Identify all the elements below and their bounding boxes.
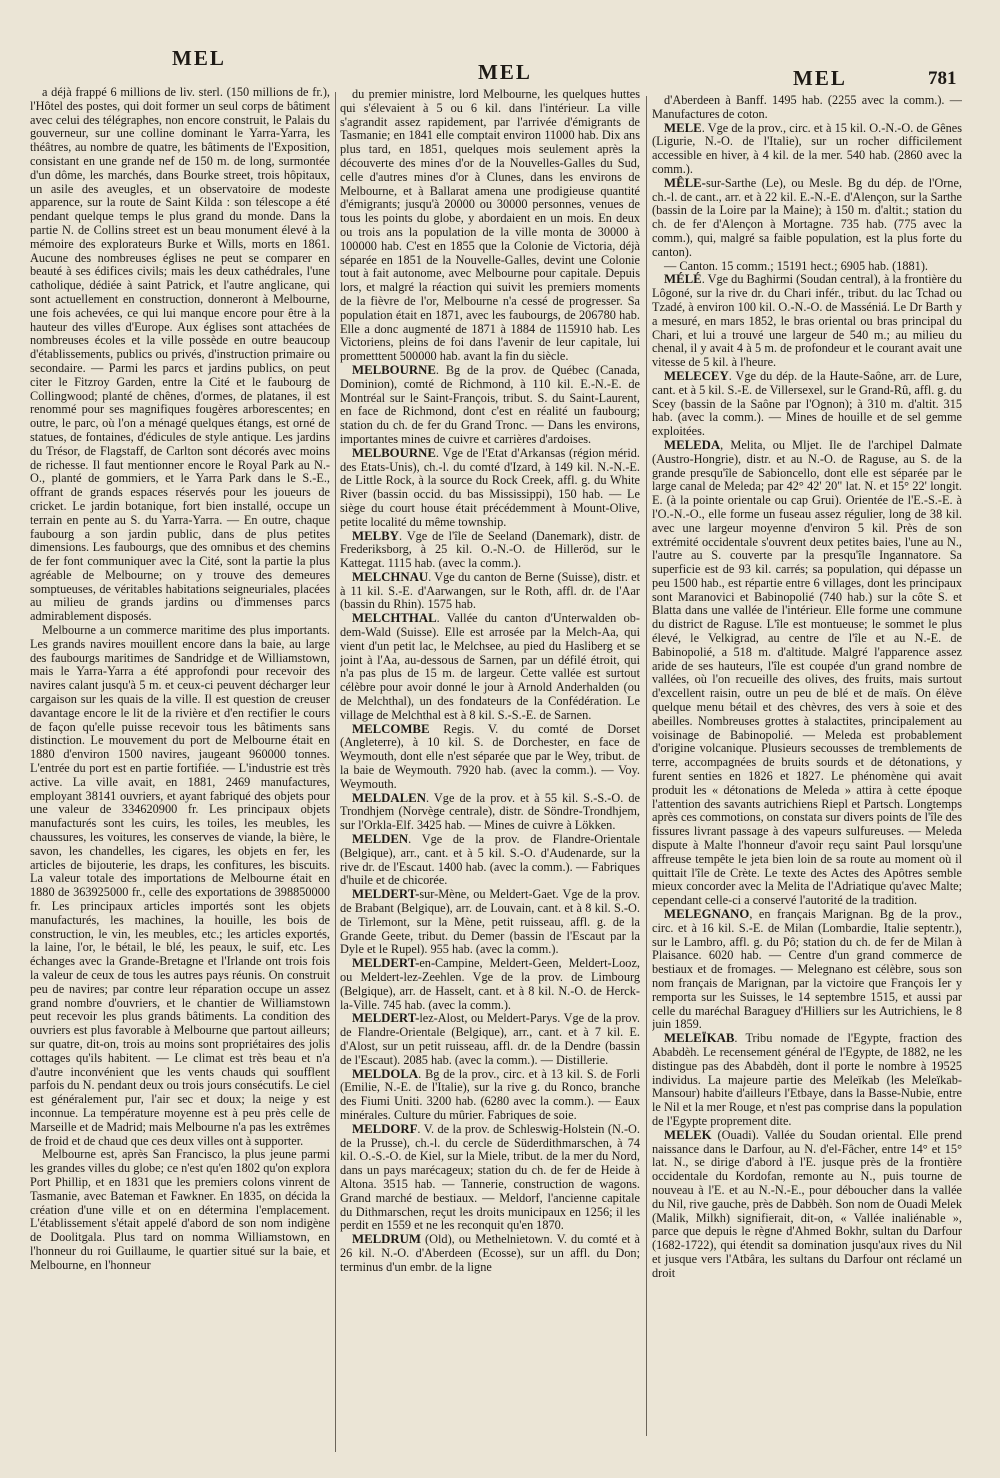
entry-headword: MELCOMBE — [352, 721, 430, 736]
entry-headword: MELCHNAU — [352, 569, 429, 584]
paragraph: du premier ministre, lord Melbourne, les quelques huttes qui s'élevaient à 5 ou 6 kil. dans l'intérieur. La ville s'agrandit assez rapidement, par l'arrivée d'émigrants de Tasmanie; en 1841 elle comptait environ 11000 hab. Dix ans plus tard, en 1851, quelques mois seulement après la découverte des mines d'or de la Nouvelles-Galles du Sud, celle d'autres mines d'or à Clunes, dans les environs de Melbourne, et à Ballarat amena une prodigieuse quantité d'émigrants; jusqu'à 20000 ou 30000 personnes, venues de tous les points du globe, y abordaient en un mois. En deux ou trois ans la population de la ville monta de 30000 à 100000 hab. C'est en 1855 que la Colonie de Victoria, déjà séparée en 1851 de la Nouvelle-Galles, devint une Colonie tout à fait autonome, avec Melbourne pour capitale. Depuis lors, et malgré la réaction qui suivit les premiers moments de la fièvre de l'or, Melbourne n'a cessé de progresser. Sa population était en 1871, avec les faubourgs, de 206780 hab. Elle a donc augmenté de 1871 à 1884 de 115910 hab. Les Victoriens, pleins de foi dans l'avenir de leur capitale, lui prometttent 500000 hab. avant la fin du siècle. — [340, 88, 640, 364]
entry-headword: MELEDA — [664, 437, 721, 452]
paragraph — [340, 1123, 640, 1233]
paragraph: Melbourne est, après San Francisco, la plus jeune parmi les grandes villes du globe; ce n'est qu'en 1802 qu'on explora Port Phillip, et en 1831 que les premiers colons vinrent de Tasmanie, avec Bateman et Fawkner. En 1835, on décida la création d'une ville et on en détermina l'emplacement. L'établissement s'était appelé d'abord de son nom indigène de Doolitgala. Plus tard on nomma Williamstown, en l'honneur du roi Guillaume, le quartier situé sur la baie, et Melbourne, en l'honneur — [30, 1147, 330, 1272]
entry-text: . Vge de la prov. de Flandre-Orientale (Belgique), arr., cant. et à 5 kil. S.-O. d'Audenarde, sur la rive dr. de l'Escaut. 1400 hab. (avec la comm.). — Fabriques d'huile et de chicorée. — [340, 832, 640, 888]
paragraph: d'Aberdeen à Banff. 1495 hab. (2255 avec la comm.). — Manufactures de coton. — [652, 94, 962, 121]
paragraph: a déjà frappé 6 millions de liv. sterl. (150 millions de fr.), l'Hôtel des postes, qui doit former un seul corps de bâtiment avec celui des télégraphes, non encore construit, le Palais du gouverneur, sur une colline dominant le Yarra-Yarra, les théâtres, au nombre de quatre, les bâtiments de l'Exposition, consistant en une grande nef de 150 m. de long, surmontée d'un dôme, les marchés, dans Bourke street, trois hôpitaux, un asile des aveugles, et un observatoire de modeste apparence, sur la route de Saint Kilda : son télescope a été pendant quelque temps le plus grand du monde. Dans la partie N. de Collins street est un beau monument élevé à la mémoire des explorateurs Burke et Wills, morts en 1861. Aucune des nombreuses églises ne peut se comparer en beauté à ses édifices civils; mais les deux cathédrales, l'une catholique, dédiée à saint Patrick, et l'autre anglicane, qui sont actuellement en construction, donneront à Melbourne, une fois achevées, ce qui lui manque encore pour être à la hauteur des villes d'Europe. Aux églises sont attachées de nombreuses écoles et la ville possède en outre beaucoup d'établissements, publics ou privés, d'instruction primaire ou secondaire. — Parmi les parcs et jardins publics, on peut citer le Fitzroy Garden, entre la Cité et le faubourg de Collingwood; planté de chênes, d'ormes, de platanes, il est renommé pour ses magnifiques fougères arborescentes; en outre, le parc, où l'on a ménagé quelques étangs, est orné de statues, de fontaines, d'édicules de style antique. Les jardins du Trésor, de Flagstaff, de Carlton sont décorés avec moins de richesse. Il faut mentionner encore le Royal Park au N.-O., planté de gommiers, et le Yarra Park dans le S.-E., offrant de grands espaces réservés pour les joueurs de cricket. Le jardin botanique, fort bien installé, occupe un terrain en pente au S. du Yarra-Yarra. — En outre, chaque faubourg a son jardin public, dans de plus petites dimensions. Les faubourgs, que des omnibus et des chemins de fer font communiquer avec la Cité, sont la partie la plus agréable de Melbourne; on y trouve des demeures somptueuses, de véritables habitations seigneuriales, placées au milieu de grands jardins ou d'immenses parcs admirablement disposés. — [30, 86, 330, 624]
running-head-left: MEL — [172, 46, 226, 70]
paragraph — [340, 1012, 640, 1067]
paragraph: Melbourne a un commerce maritime des plus importants. Les grands navires mouillent encore dans la baie, au large des faubourgs maritimes de Sandridge et de Williamstown, mais le Yarra-Yarra a été approfondi pour recevoir des navires calant jusqu'à 5 m. et ceux-ci peuvent décharger leur cargaison sur les quais de la ville. Il est question de creuser davantage encore le lit de la rivière et d'en rectifier le cours de façon qu'elle puisse recevoir tous les bâtiments sans distinction. Le mouvement du port de Melbourne était en 1880 d'environ 1500 navires, jaugeant 960000 tonnes. L'entrée du port est en partie fortifiée. — L'industrie est très active. La ville avait, en 1881, 2469 manufactures, employant 38141 ouvriers, et ayant fabriqué des objets pour une valeur de 334620900 fr. Les principaux objets manufacturés sont les cuirs, les toiles, les meubles, les chaussures, les voitures, les conserves de viande, la bière, le savon, les chandelles, les cigares, les objets en fer, les articles de bijouterie, les draps, les confitures, les biscuits. La valeur totale des importations de Melbourne était en 1880 de 363925000 fr., celle des exportations de 398850000 fr. Les principaux articles importés sont les objets manufacturés, les machines, la houille, les bois de construction, le vin, les meubles, etc.; les articles exportés, la laine, l'or, le bétail, le blé, les peaux, le suif, etc. Les échanges avec la Grande-Bretagne et l'Irlande ont trois fois la valeur de ceux de tous les autres pays réunis. On construit peu de navires; par contre leur réparation occupe un assez grand nombre d'ouvriers, et le chantier de Williamstown peut recevoir les plus grands bâtiments. La condition des ouvriers est plus favorable à Melbourne que partout ailleurs; sur quatre, dit-on, trois au moins sont propriétaires des jolis cottages qu'ils habitent. — Le climat est très beau et n'a d'autre inconvénient que les vents chauds qui soufflent parfois du N. pendant deux ou trois jours consécutifs. Le ciel est généralement pur, l'air sec et doux; la neige y est inconnue. La température moyenne est à peu près celle de Marseille et de Madrid; mais Melbourne n'a pas les extrêmes de froid et de chaud que ces deux villes ont à supporter. — [30, 623, 330, 1148]
entry-text: . Vge de l'île de Seeland (Danemark), distr. de Frederiksborg, à 25 kil. O.-N.-O. de Hilleröd, sur le Kattegat. 1115 hab. (avec la comm.). — [340, 528, 640, 571]
paragraph — [340, 364, 640, 447]
paragraph — [652, 122, 962, 177]
entry-headword: MELCHTHAL — [352, 611, 437, 626]
entry-text: . Vge de la prov., circ. et à 15 kil. O.-N.-O. de Gênes (Ligurie, N.-O. de l'Italie), sur un rocher difficilement accessible en hiver, à 4 kil. de la mer. 540 hab. (2860 avec la comm.). — [652, 120, 962, 176]
paragraph — [652, 177, 962, 260]
entry-text: . Vge du canton de Berne (Suisse), distr. et à 11 kil. S.-E. d'Aarwangen, sur le Roth, affl. dr. de l'Aar (bassin du Rhin). 1575 hab. — [340, 569, 640, 612]
entry-text: en-Campine, Meldert-Geen, Meldert-Looz, ou Meldert-lez-Zeehlen. Vge de la prov. de Limbourg (Belgique), arr. de Hasselt, cant. et à 8 kil. N.-O. de Herck-la-Ville. 745 hab. (avec la comm.). — [340, 956, 640, 1012]
entry-text: . Vge du dép. de la Haute-Saône, arr. de Lure, cant. et à 5 kil. S.-E. de Villersexel, sur le Grand-Rû, affl. g. du Scey (bassin de la Saône par l'Ognon); à 310 m. d'altit. 315 hab. (avec la comm.). — Mines de houille et de sel gemme exploitées. — [652, 368, 962, 439]
paragraph — [340, 833, 640, 888]
paragraph — [652, 1129, 962, 1281]
entry-text: , Melita, ou Mljet. Ile de l'archipel Dalmate (Austro-Hongrie), distr. et au N.-O. de Raguse, au S. de la grande presqu'île de Sabioncello, dont elle est séparée par le large canal de Meleda; par 42° 42' 20" lat. N. et 15° 22' longit. E. (à la pointe orientale ou cap Grui). Orientée de l'E.-S.-E. à l'O.-N.-O., elle forme un fuseau assez régulier, long de 38 kil. avec une largeur moyenne d'environ 5 kil. Près de son extrémité occidentale s'ouvrent deux petites baies, l'une au N., l'autre au S. couverte par la presqu'île Ingannatore. Sa superficie est de 93 kil. carrés; sa population, qui dépasse un peu 1500 hab., est répartie entre 6 villages, dont les principaux sont Maranovici et Babinopolié (740 hab.) sur la côte S. et Blatta dans une vallée de l'intérieur. Elle forme une commune du district de Raguse. L'île est montueuse; le sommet le plus élevé, le Velkigrad, au centre de l'île et au N.-E. de Babinopolié, a 518 m. d'altitude. Malgré l'apparence assez aride de ses hauteurs, l'île est coupée d'un grand nombre de vallées, où l'on recueille des olives, des fruits, mais surtout d'excellent raisin, outre un peu de blé et de maïs. On élève quelque menu bétail et des chèvres, des vers à soie et des abeilles. Nombreuses grottes à stalactites, principalement au voisinage de Babinopolié. — Meleda est probablement d'origine volcanique. Plusieurs secousses de tremblements de terre, accompagnées de bruits sourds et de détonations, y furent senties en 1826 et 1827. Le phénomène qui avait produit les « détonations de Meleda » attira à cette époque l'attention des savants autrichiens Riepl et Partsch. Longtemps après ces commotions, on constata sur divers points de l'île des fissures livrant passage à des vapeurs sulfureuses. — Meleda dispute à Malte l'honneur d'avoir reçu saint Paul lorsqu'une affreuse tempête le jeta bien loin de sa route au moment où il quittait l'île de Crète. Le texte des Actes des Apôtres semble mieux concorder avec la Melita de l'Adriatique qu'avec Malte; cependant celle-ci a conservé l'autorité de la tradition. — [652, 437, 962, 908]
paragraph — [340, 530, 640, 571]
paragraph — [340, 571, 640, 612]
entry-text: . Bg de la prov. de Québec (Canada, Dominion), comté de Richmond, à 110 kil. E.-N.-E. de Montréal sur le Saint-François, tribut. S. du Saint-Laurent, en face de Richmond, dont c'est en réalité un faubourg; station du ch. de fer du Grand Tronc. — Dans les environs, importantes mines de cuivre et carrières d'ardoises. — [340, 362, 640, 446]
entry-headword: MELDERT- — [352, 1011, 420, 1026]
entry-text: (Old), ou Methelnietown. V. du comté et à 26 kil. N.-O. d'Aberdeen (Ecosse), sur un affl. du Don; terminus d'un embr. de la ligne — [340, 1232, 640, 1274]
entry-text: . Vge de la prov. et à 55 kil. S.-S.-O. de Trondhjem (Norvège centrale), distr. de Söndre-Trondhjem, sur l'Orkla-Elf. 3425 hab. — Mines de cuivre à Lökken. — [340, 790, 640, 833]
running-head-right: MEL — [793, 66, 847, 90]
entry-headword: MELECEY — [664, 368, 729, 383]
entry-text: sur-Mène, ou Meldert-Gaet. Vge de la prov. de Brabant (Belgique), arr. de Louvain, cant. et à 8 kil. S.-O. de Tirlemont, sur la Mène, petit ruisseau, affl. g. de la Grande Geete, tribut. du Demer (bassin de l'Escaut par la Dyle et le Rupel). 955 hab. (avec la comm.). — [340, 887, 640, 957]
paragraph: — Canton. 15 comm.; 15191 hect.; 6905 hab. (1881). — [664, 258, 929, 273]
entry-headword: MELEK — [664, 1127, 712, 1142]
running-head-center: MEL — [478, 60, 532, 84]
column-rule — [646, 96, 647, 1436]
column-rule — [335, 92, 336, 1452]
entry-text: sur-Sarthe (Le), ou Mesle. Bg du dép. de l'Orne, ch.-l. de cant., arr. et à 22 kil. E.-N.-E. d'Alençon, sur la Sarthe (bassin de la Loire par la Maine); à 150 m. d'altit.; station du ch. de fer d'Alençon à Mortagne. 735 hab. (775 avec la comm.), qui, malgré sa faible population, est la plus forte du canton). — [652, 175, 962, 259]
entry-text: Regis. V. du comté de Dorset (Angleterre), à 10 kil. S. de Dorchester, en face de Weymouth, dont elle n'est séparée que par le Wey, tribut. de la baie de Weymouth. 7920 hab. (avec la comm.). — Voy. Weymouth. — [340, 721, 640, 791]
entry-headword: MELDOLA — [352, 1066, 419, 1081]
paragraph — [340, 723, 640, 792]
page-number: 781 — [928, 68, 957, 89]
entry-text: . Vge de l'Etat d'Arkansas (région mérid. des Etats-Unis), ch.-l. du comté d'Izard, à 149 kil. N.-N.-E. de Little Rock, à la source du Rock Creek, affl. g. du White River (bassin occid. du bas Mississippi), 150 hab. — Le siège du court house était précédemment à Mount-Olive, petite localité du même township. — [340, 445, 640, 529]
entry-text: . V. de la prov. de Schleswig-Holstein (N.-O. de la Prusse), ch.-l. du cercle de Süderdithmarschen, à 74 kil. O.-S.-O. de Kiel, sur la Miele, tribut. de la mer du Nord, dans un pays marécageux; station du ch. de fer de Heide à Altona. 3515 hab. — Tannerie, construction de wagons. Grand marché de bestiaux. — Meldorf, l'ancienne capitale du Dithmarschen, reçut les droits municipaux en 1256; il les perdit en 1559 et ne les reconquit qu'en 1870. — [340, 1121, 640, 1233]
paragraph — [652, 370, 962, 439]
entry-headword: MELDALEN — [352, 790, 426, 805]
column-right — [652, 94, 962, 1439]
paragraph — [652, 1032, 962, 1129]
entry-headword: MELBOURNE — [352, 445, 436, 460]
column-middle — [340, 88, 640, 1463]
entry-text: lez-Alost, ou Meldert-Parys. Vge de la prov. de Flandre-Orientale (Belgique), arr., cant. et à 7 kil. E. d'Alost, sur un petit ruisseau, affl. dr. de la Dendre (bassin de l'Escaut). 2085 hab. (avec la comm.). — Distillerie. — [340, 1011, 640, 1067]
entry-text: . Tribu nomade de l'Egypte, fraction des Ababdèh. Le recensement général de l'Egypte, de 1882, ne les distingue pas des Ababdèh, dont il porte le nombre à 19525 individus. La majeure partie des Meleïkab (les Meleïkab-Mansour) habite d'ailleurs l'Etbaye, dans la Basse-Nubie, entre le Nil et la mer Rouge, et n'est pas comprise dans la population de l'Egypte proprement dite. — [652, 1031, 962, 1128]
column-left — [30, 86, 330, 1466]
entry-headword: MÉLÉ — [664, 272, 702, 287]
paragraph — [652, 273, 962, 370]
entry-headword: MELDERT- — [352, 887, 420, 902]
entry-text: . Bg de la prov., circ. et à 13 kil. S. de Forli (Emilie, N.-E. de l'Italie), sur la rive g. du Ronco, branche des Fiumi Uniti. 3200 hab. (6280 avec la comm.). — Eaux minérales. Culture du mûrier. Fabriques de soie. — [340, 1066, 640, 1122]
paragraph — [340, 957, 640, 1012]
paragraph — [340, 1233, 640, 1274]
entry-headword: MELBOURNE — [352, 362, 436, 377]
entry-text: , en français Marignan. Bg de la prov., circ. et à 16 kil. S.-E. de Milan (Lombardie, Italie septentr.), sur le Lambro, affl. g. du Pô; station du ch. de fer de Milan à Plaisance. 6020 hab. — Centre d'un grand commerce de bestiaux et de fromages. — Melegnano est célèbre, sous son nom français de Marignan, par la victoire que François Ier y remporta sur les Suisses, le 14 septembre 1515, et aussi par celle du maréchal Baraguey d'Hilliers sur les Autrichiens, le 8 juin 1859. — [652, 907, 962, 1032]
paragraph — [340, 888, 640, 957]
paragraph — [652, 908, 962, 1032]
paragraph — [340, 792, 640, 833]
paragraph — [340, 1068, 640, 1123]
paragraph — [340, 612, 640, 722]
entry-headword: MELEGNANO — [664, 907, 750, 922]
entry-text: (Ouadi). Vallée du Soudan oriental. Elle prend naissance dans le Darfour, au N. d'el-Fâcher, entre 14° et 15° lat. N., se dirige d'abord à l'E. jusque près de la frontière occidentale du Kordofan, remonte au N., puis tourne de nouveau à l'E. et au N.-N.-E., pour déboucher dans la vallée du Nil, rive gauche, près de Dabbèh. Son nom de Ouadi Melek (Malik, Milkh) signifierait, dit-on, « Vallée inaliénable », parce que depuis le règne d'Ahmed Bokhr, sultan du Darfour (1682-1722), qui étendit sa domination jusqu'aux rives du Nil et jusque vers l'Atbâra, les sultans du Darfour ont réclamé un droit — [652, 1127, 962, 1280]
entry-headword: MELDRUM — [352, 1232, 421, 1247]
entry-headword: MELE — [664, 120, 702, 135]
entry-text: . Vallée du canton d'Unterwalden ob-dem-Wald (Suisse). Elle est arrosée par la Melch-Aa, qui vient d'un petit lac, le Melchsee, au pied du Hasliberg et se joint à l'Aa, au-dessous de Sarnen, par un défilé étroit, qui n'a pas plus de 15 m. de largeur. Cette vallée est surtout célèbre pour avoir donné le jour à Arnold Anderhalden (ou de Melchthal), un des fondateurs de la Confédération. Le village de Melchthal est à 8 kil. S.-S.-E. de Sarnen. — [340, 611, 640, 722]
entry-headword: MELDEN — [352, 832, 409, 847]
paragraph — [652, 439, 962, 908]
paragraph — [340, 447, 640, 530]
entry-headword: MELDORF — [352, 1121, 418, 1136]
entry-headword: MELEÏKAB — [664, 1031, 735, 1046]
entry-text: . Vge du Baghirmi (Soudan central), à la frontière du Lôgoné, sur la rive dr. du Chari infér., tribut. du lac Tchad ou Tzadé, à environ 100 kil. O.-N.-O. de Masséniá. Le Dr Barth y a mesuré, en mars 1852, le bras oriental ou bras principal du Chari, et lui a trouvé une largeur de 540 m.; au milieu du chenal, il y avait 4 à 5 m. de profondeur et le courant avait une vitesse de 5 kil. à l'heure. — [652, 272, 962, 370]
entry-headword: MELBY — [352, 528, 399, 543]
entry-headword: MELDERT- — [352, 956, 420, 971]
entry-headword: MÊLE- — [664, 175, 706, 190]
